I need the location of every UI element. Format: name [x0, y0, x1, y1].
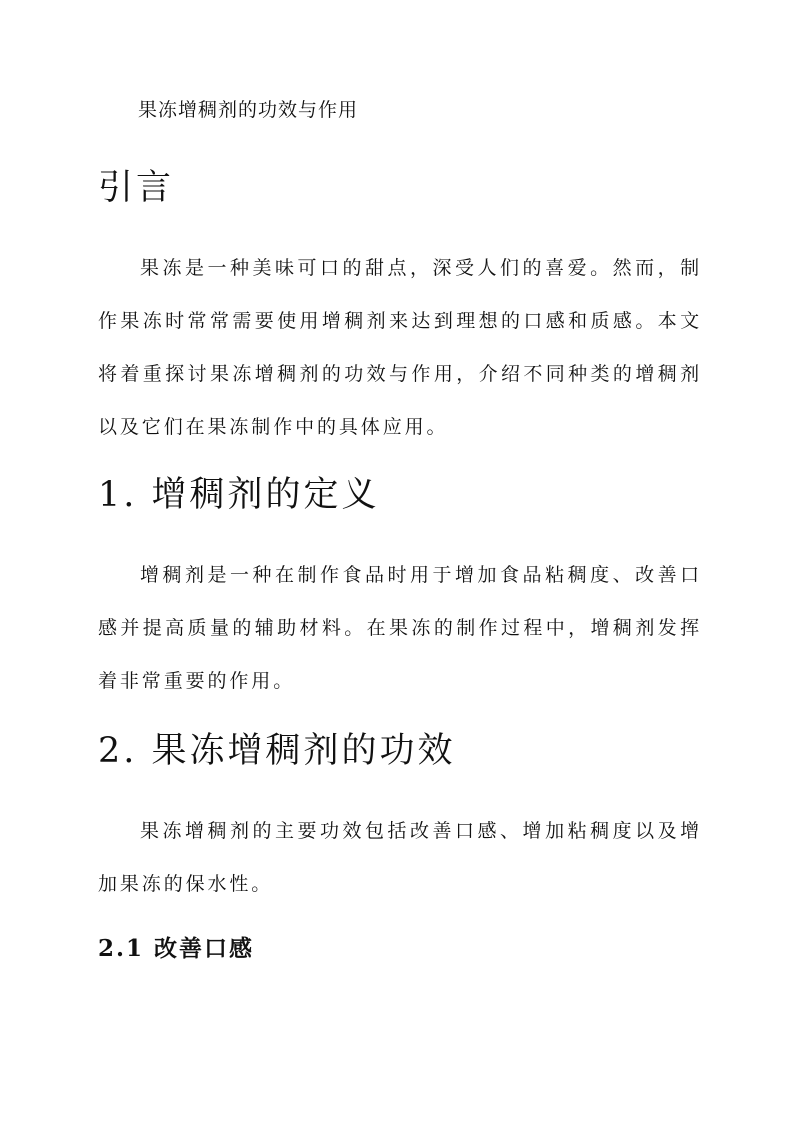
heading-effects: 2. 果冻增稠剂的功效 — [98, 731, 456, 771]
heading-definition: 1. 增稠剂的定义 — [98, 475, 380, 515]
paragraph-introduction: 果冻是一种美味可口的甜点，深受人们的喜爱。然而，制作果冻时常常需要使用增稠剂来达到理想的口感和质感。本文将着重探讨果冻增稠剂的功效与作用，介绍不同种类的增稠剂以及它们在果冻制作中的具体应用。 — [98, 257, 702, 438]
heading-introduction: 引言 — [98, 168, 175, 208]
subheading-improve-texture: 2.1 改善口感 — [98, 935, 255, 962]
paragraph-effects: 果冻增稠剂的主要功效包括改善口感、增加粘稠度以及增加果冻的保水性。 — [98, 820, 702, 895]
document-title: 果冻增稠剂的功效与作用 — [138, 99, 359, 121]
paragraph-definition: 增稠剂是一种在制作食品时用于增加食品粘稠度、改善口感并提高质量的辅助材料。在果冻的制作过程中，增稠剂发挥着非常重要的作用。 — [98, 564, 702, 692]
